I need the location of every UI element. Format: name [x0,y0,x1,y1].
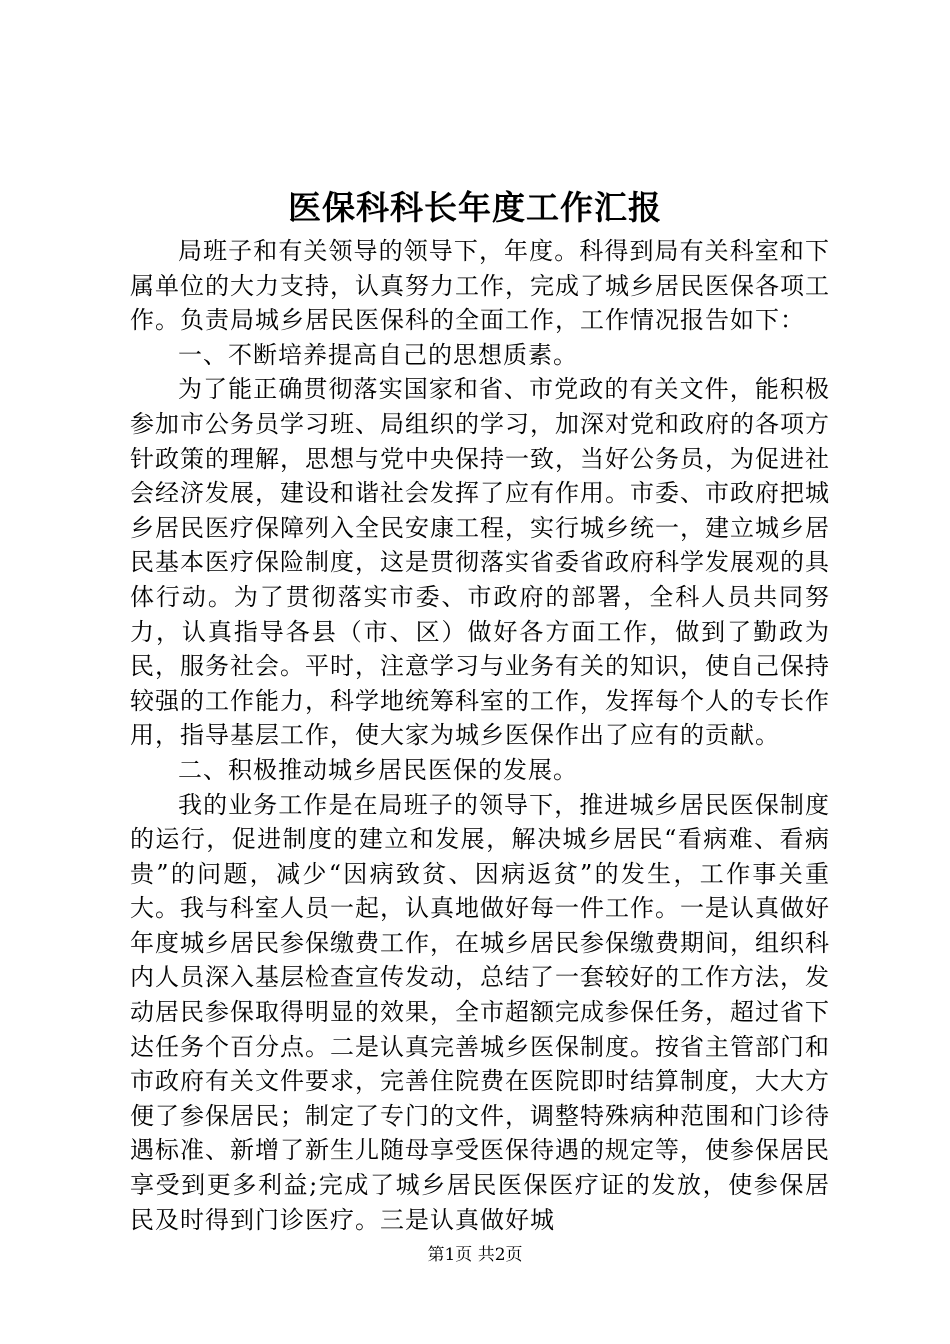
section-heading-1: 一、不断培养提高自己的思想质素。 [178,340,578,369]
document-body [130,234,830,1237]
intro-paragraph: 局班子和有关领导的领导下，年度。科得到局有关科室和下属单位的大力支持，认真努力工作，完成了城乡居民医保各项工作。负责局城乡居民医保科的全面工作，工作情况报告如下： [130,237,830,335]
section-1-paragraph: 为了能正确贯彻落实国家和省、市党政的有关文件，能积极参加市公务员学习班、局组织的学习，加深对党和政府的各项方针政策的理解，思想与党中央保持一致，当好公务员，为促进社会经济发展，建设和谐社会发挥了应有作用。市委、市政府把城乡居民医疗保障列入全民安康工程，实行城乡统一，建立城乡居民基本医疗保险制度，这是贯彻落实省委省政府科学发展观的具体行动。为了贯彻落实市委、市政府的部署，全科人员共同努力，认真指导各县（市、区）做好各方面工作，做到了勤政为民，服务社会。平时，注意学习与业务有关的知识，使自己保持较强的工作能力，科学地统筹科室的工作，发挥每个人的专长作用，指导基层工作，使大家为城乡医保作出了应有的贡献。 [130,375,830,750]
section-2-paragraph: 我的业务工作是在局班子的领导下，推进城乡居民医保制度的运行，促进制度的建立和发展，解决城乡居民“看病难、看病贵”的问题，减少“因病致贫、因病返贫”的发生，工作事关重大。我与科室人员一起，认真地做好每一件工作。一是认真做好年度城乡居民参保缴费工作，在城乡居民参保缴费期间，组织科内人员深入基层检查宣传发动，总结了一套较好的工作方法，发动居民参保取得明显的效果，全市超额完成参保任务，超过省下达任务个百分点。二是认真完善城乡医保制度。按省主管部门和市政府有关文件要求，完善住院费在医院即时结算制度，大大方便了参保居民；制定了专门的文件，调整特殊病种范围和门诊待遇标准、新增了新生儿随母享受医保待遇的规定等，使参保居民享受到更多利益;完成了城乡居民医保医疗证的发放，使参保居民及时得到门诊医疗。三是认真做好城 [130,790,830,1234]
document-title: 医保科科长年度工作汇报 [288,188,662,227]
section-heading-2: 二、积极推动城乡居民医保的发展。 [178,755,578,784]
page-footer: 第1页 共2页 [427,1245,523,1265]
